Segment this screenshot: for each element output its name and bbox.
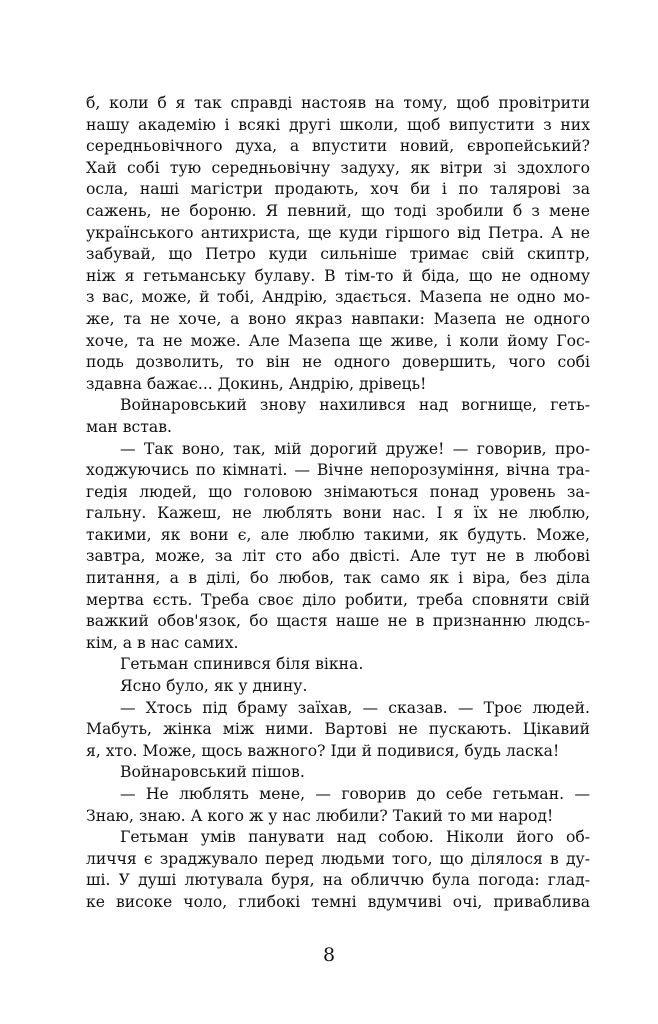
text-line: мертва єсть. Треба своє діло робити, треба сповняти свій: [86, 590, 590, 609]
text-line: середньовічного духа, а впустити новий, європейський?: [86, 137, 590, 156]
text-line: важкий обов'язок, бо щастя наше не в признанню людсь-: [86, 612, 590, 631]
text-line: ман встав.: [86, 417, 172, 436]
text-line: українського антихриста, ще куди гіршого від Петра. А не: [86, 223, 590, 242]
text-line: питання, а в ділі, бо любов, так само як і віра, без діла: [86, 569, 590, 588]
text-line: ходжуючись по кімнаті. — Вічне непорозуміння, вічна тра-: [86, 461, 590, 480]
text-line: здавна бажає... Докинь, Андрію, дрівець!: [86, 374, 427, 393]
text-line: гедія людей, що головою знімаються понад уровень за-: [86, 482, 590, 501]
text-line: Войнаровський знову нахилився над вогнище, геть-: [120, 396, 590, 415]
text-line: Гетьман умів панувати над собою. Ніколи його об-: [120, 828, 590, 847]
text-line: сажень, не бороню. Я певний, що тоді зробили б з мене: [86, 201, 590, 220]
text-line: ші. У душі лютувала буря, на обличчю була погода: глад-: [86, 871, 590, 890]
text-line: ніж я гетьманську булаву. В тім-то й біда, що не одному: [86, 266, 590, 285]
text-line: Мабуть, жінка між ними. Вартові не пускають. Цікавий: [86, 720, 590, 739]
text-line: личчя є зраджувало перед людьми того, що ділялося в ду-: [86, 849, 590, 868]
text-line: б, коли б я так справді настояв на тому, щоб провітрити: [86, 94, 590, 112]
text-line: з вас, може, й тобі, Андрію, здається. Мазепа не одно мо-: [86, 288, 590, 307]
text-line: забувай, що Петро куди сильніше тримає свій скиптр,: [86, 245, 590, 264]
text-line: гальну. Кажеш, не люблять вони нас. І я їх не люблю,: [86, 504, 590, 523]
text-line: нашу академію і всякі другі школи, щоб випустити з них: [86, 115, 590, 134]
text-line: — Не люблять мене, — говорив до себе гетьман. —: [120, 785, 590, 803]
page-number: 8: [322, 944, 336, 966]
text-line: завтра, може, за літ сто або двісті. Але тут не в любові: [86, 547, 590, 566]
text-line: ке високе чоло, глибокі темні вдумчиві очі, приваблива: [86, 892, 590, 911]
text-line: Ясно було, як у днину.: [120, 677, 308, 696]
text-line: такими, як вони є, але люблю такими, як будуть. Може,: [86, 525, 590, 544]
text-line: — Хтось під браму заїхав, — сказав. — Троє людей.: [120, 698, 590, 717]
text-line: хоче, та не може. Але Мазепа ще живе, і коли йому Гос-: [86, 331, 590, 350]
text-line: Гетьман спинився біля вікна.: [120, 655, 364, 674]
text-line: осла, наші магістри продають, хоч би і по талярові за: [86, 180, 590, 199]
text-line: Хай собі тую середньовічну задуху, як вітри зі здохлого: [86, 158, 590, 177]
text-line: — Так воно, так, мій дорогий друже! — говорив, про-: [120, 439, 590, 458]
text-line: Войнаровський пішов.: [120, 763, 305, 782]
page-text: [86, 93, 590, 914]
text-line: я, хто. Може, щось важного? Іди й подивися, будь ласка!: [86, 741, 560, 760]
text-line: кім, а в нас самих.: [86, 633, 239, 652]
text-line: подь дозволить, то він не одного довершить, чого собі: [86, 353, 590, 372]
text-line: Знаю, знаю. А кого ж у нас любили? Такий то ми народ!: [86, 806, 554, 825]
text-line: же, та не хоче, а воно якраз навпаки: Мазепа не одного: [86, 309, 590, 328]
